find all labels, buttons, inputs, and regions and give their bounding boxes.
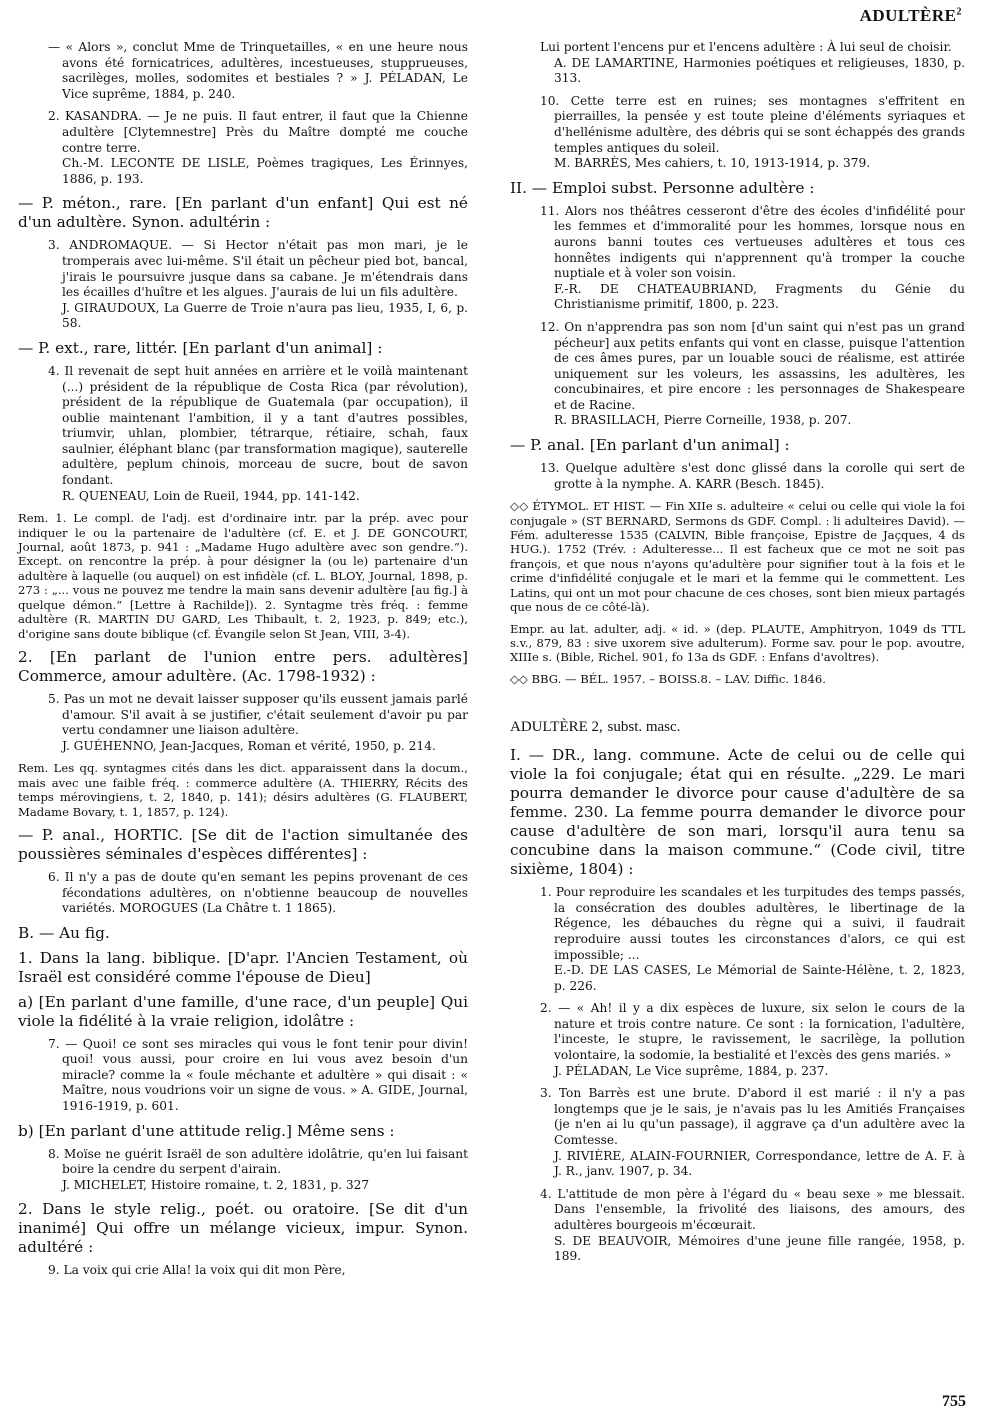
entry-headword: ADULTÈRE 2, xyxy=(510,719,603,736)
block-text: 1. Pour reproduire les scandales et les turpitudes des temps passés, la consécration des doubles adultères, le libertinage de la Régence, les débauches du règne qui a suivi, il faudrait reproduire aussi toutes les circonstances d'alors, ce qui est impossible; ... xyxy=(540,885,965,962)
header-word: ADULTÈRE xyxy=(859,6,957,25)
example-quote xyxy=(510,40,965,87)
block-text: b) [En parlant d'une attitude relig.] Même sens : xyxy=(18,1121,395,1140)
remark-paragraph xyxy=(510,622,965,665)
block-text: Lui portent l'encens pur et l'encens adultère : À lui seul de choisir. xyxy=(540,40,952,54)
left-column xyxy=(18,40,468,1286)
example-quote xyxy=(510,320,965,429)
citation-source: R. QUENEAU, Loin de Rueil, 1944, pp. 141-142. xyxy=(62,488,360,503)
example-quote xyxy=(510,1001,965,1079)
block-text: B. — Au fig. xyxy=(18,923,110,942)
example-quote xyxy=(18,238,468,332)
block-text: 12. On n'apprendra pas son nom [d'un saint qui n'est pas un grand pécheur] aux petits enfants qui vont en classe, puisque l'attention de ces âmes pures, par un louable souci de réalisme, est attirée uniquement sur les voleurs, les assassins, les adultères, les concubinaires, et pire encore : les personnages de Shakespeare et de Racine. xyxy=(540,319,965,412)
citation-source: J. MICHELET, Histoire romaine, t. 2, 1831, p. 327 xyxy=(62,1177,370,1192)
definition-heading xyxy=(18,949,468,987)
block-text: 4. Il revenait de sept huit années en arrière et le voilà maintenant (...) président de la république de Costa Rica (par révolution), président de la république de Guatemala (par occupation), il oublie maintenant l'ambition, il y a tant d'autres possibles, triumvir, uhlan, plombier, tétrarque, rétiaire, schah, faux saulnier, éléphant blanc (par transformation magique), sauterelle adultère, peplum chinois, morceau de sucre, bout de savon fondant. xyxy=(48,363,468,488)
header-number: 2 xyxy=(956,6,962,18)
block-text: — P. méton., rare. [En parlant d'un enfant] Qui est né d'un adultère. Synon. adultérin : xyxy=(18,194,468,232)
block-text: 6. Il n'y a pas de doute qu'en semant les pepins provenant de ces fécondations adultères, on n'obtienne beaucoup de nouvelles variétés. MOROGUES (La Châtre t. 1 1865). xyxy=(48,869,468,916)
definition-heading xyxy=(510,436,965,455)
block-text: 2. KASANDRA. — Je ne puis. Il faut entrer, il faut que la Chienne adultère [Clytemnestre] Près du Maître dompté me couche contre terre. xyxy=(48,109,468,155)
citation-source: F.-R. DE CHATEAUBRIAND, Fragments du Génie du Christianisme primitif, 1800, p. 223. xyxy=(554,281,965,312)
example-quote xyxy=(510,1187,965,1265)
citation-source: J. GIRAUDOUX, La Guerre de Troie n'aura pas lieu, 1935, I, 6, p. 58. xyxy=(62,300,468,331)
example-quote xyxy=(18,40,468,102)
definition-heading xyxy=(18,826,468,864)
definition-heading xyxy=(18,194,468,232)
definition-heading xyxy=(18,924,468,943)
definition-heading xyxy=(18,993,468,1031)
block-text: Empr. au lat. adulter, adj. « id. » (dep. PLAUTE, Amphitryon, 1049 ds TTL s.v., 879, 83 : sive uxorem sive adulterum). Forme sav. pour le pop. avoutre, XIIIe s. (Bible, Richel. 901, fo 13a ds GDF. : Enfans d'avoltres). xyxy=(510,621,965,665)
block-text: 2. Dans le style relig., poét. ou oratoire. [Se dit d'un inanimé] Qui offre un mélange vicieux, impur. Synon. adultéré : xyxy=(18,1200,468,1257)
block-text: — « Alors », conclut Mme de Trinquetailles, « en une heure nous avons été fornicatrices, adultères, incestueuses, stupprueuses, sacrilèges, molles, sodomites et bestiales ? » J. PÉLADAN, Le Vice suprême, 1884, p. 240. xyxy=(48,40,468,101)
remark-paragraph xyxy=(510,499,965,614)
definition-heading xyxy=(18,648,468,686)
definition-heading xyxy=(18,1122,468,1141)
grammatical-category: subst. masc. xyxy=(607,719,681,736)
citation-source: E.-D. DE LAS CASES, Le Mémorial de Sainte-Hélène, t. 2, 1823, p. 226. xyxy=(554,963,965,993)
block-text: 3. Ton Barrès est une brute. D'abord il est marié : il n'y a pas longtemps que je le sais, je n'avais pas lu les Amitiés Françaises (je n'en ai lu qu'un passage), il aggrave ça d'un adultère avec la Comtesse. xyxy=(540,1086,965,1148)
block-text: II. — Emploi subst. Personne adultère : xyxy=(510,178,815,197)
definition-heading xyxy=(510,746,965,879)
citation-source: J. GUÉHENNO, Jean-Jacques, Roman et vérité, 1950, p. 214. xyxy=(62,738,436,753)
citation-source: Ch.-M. LECONTE DE LISLE, Poèmes tragiques, Les Érinnyes, 1886, p. 193. xyxy=(62,156,468,186)
block-text: 11. Alors nos théâtres cesseront d'être des écoles d'infidélité pour les femmes et d'immoralité pour les hommes, lorsque nous en aurons banni toutes ces vertueuses adultères et tous ces honnêtes indigents qui n'apprennent qu'à tromper la couche nuptiale et à voler son voisin. xyxy=(540,203,965,281)
example-quote xyxy=(18,109,468,187)
block-text: 4. L'attitude de mon père à l'égard du « beau sexe » me blessait. Dans l'ensemble, la frivolité des liaisons, des amours, des adultères bourgeois m'écœurait. xyxy=(540,1186,965,1232)
definition-heading xyxy=(510,179,965,198)
right-column xyxy=(510,40,965,1272)
block-text: 9. La voix qui crie Alla! la voix qui dit mon Père, xyxy=(48,1263,346,1278)
example-quote xyxy=(510,94,965,172)
block-text: 5. Pas un mot ne devait laisser supposer qu'ils eussent jamais parlé d'amour. S'il avait à se justifier, c'était seulement d'avoir pu par vertu condamner une liaison adultère. xyxy=(48,691,468,738)
block-text: ◇◇ ÉTYMOL. ET HIST. — Fin XIIe s. adulteire « celui ou celle qui viole la foi conjugale » (ST BERNARD, Sermons ds GDF. Compl. : li adulteires David). — Fém. adulteresse 1535 (CALVIN, Bible françoise, Epistre de Jaçques, 4 ds HUG.). 1752 (Trév. : Adulteresse... Il est facheux que ce mot ne soit pas françois, et que nous n'ayons qu'adultère pour signifier tout à la fois et le crime d'infidélité conjugale et le mari et la femme qui le commettent. Les Latins, qui ont un mot pour chacune de ces choses, sont bien mieux partagés que nous de ce côté-là). xyxy=(510,499,965,615)
citation-source: M. BARRÈS, Mes cahiers, t. 10, 1913-1914, p. 379. xyxy=(554,156,871,171)
citation-source: J. PÉLADAN, Le Vice suprême, 1884, p. 237. xyxy=(554,1063,829,1078)
remark-paragraph xyxy=(18,511,468,641)
block-text: — P. anal. [En parlant d'un animal] : xyxy=(510,436,790,455)
block-text: 2. — « Ah! il y a dix espèces de luxure, six selon le cours de la nature et trois contre nature. Ce sont : la fornication, l'adultère, l'inceste, le stupre, le ravissement, le sacrilège, la pollution volontaire, la sodomie, la bestialité et l'excès des gens mariés. » xyxy=(540,1001,965,1063)
example-quote xyxy=(18,1037,468,1115)
citation-source: S. DE BEAUVOIR, Mémoires d'une jeune fille rangée, 1958, p. 189. xyxy=(554,1233,965,1264)
citation-source: J. RIVIÈRE, ALAIN-FOURNIER, Correspondance, lettre de A. F. à J. R., janv. 1907, p. 34. xyxy=(554,1148,965,1179)
example-quote xyxy=(510,461,965,492)
page-number: 755 xyxy=(942,1393,966,1410)
entry-title xyxy=(510,716,965,736)
block-text: ◇◇ BBG. — BÉL. 1957. – BOISS.8. – LAV. Diffic. 1846. xyxy=(510,671,826,686)
block-text: 13. Quelque adultère s'est donc glissé dans la corolle qui sert de grotte à la nymphe. A. KARR (Besch. 1845). xyxy=(540,461,965,491)
remark-paragraph xyxy=(510,672,965,686)
example-quote xyxy=(18,364,468,504)
block-text: — P. ext., rare, littér. [En parlant d'un animal] : xyxy=(18,338,383,357)
citation-source: A. DE LAMARTINE, Harmonies poétiques et religieuses, 1830, p. 313. xyxy=(554,55,965,86)
example-quote xyxy=(18,870,468,917)
running-header xyxy=(860,6,962,26)
definition-heading xyxy=(18,339,468,358)
block-text: Rem. Les qq. syntagmes cités dans les dict. apparaissent dans la docum., mais avec une faible fréq. : commerce adultère (A. THIERRY, Récits des temps mérovingiens, t. 2, 1840, p. 141); désirs adultères (G. FLAUBERT, Madame Bovary, t. 1, 1857, p. 124). xyxy=(18,761,468,819)
block-text: a) [En parlant d'une famille, d'une race, d'un peuple] Qui viole la fidélité à la vraie religion, idolâtre : xyxy=(18,992,468,1030)
citation-source: R. BRASILLACH, Pierre Corneille, 1938, p. 207. xyxy=(554,413,852,428)
remark-paragraph xyxy=(18,761,468,819)
block-text: I. — DR., lang. commune. Acte de celui ou de celle qui viole la foi conjugale; état qui en résulte. „229. Le mari pourra demander le divorce pour cause d'adultère de sa femme. 230. La femme pourra demander le divorce pour cause d'adultère de son mari, lorsqu'il aura tenu sa concubine dans la maison commune.“ (Code civil, titre sixième, 1804) : xyxy=(510,746,965,879)
block-text: 7. — Quoi! ce sont ses miracles qui vous le font tenir pour divin! quoi! vous aussi, pour croire en lui vous avez besoin d'un miracle? comme la « foule méchante et adultère » qui disait : « Maître, nous voudrions voir un signe de vous. » A. GIDE, Journal, 1916-1919, p. 601. xyxy=(48,1036,468,1114)
example-quote xyxy=(510,204,965,313)
block-text: 10. Cette terre est en ruines; ses montagnes s'effritent en pierrailles, la pensée y est toute pleine d'éléments syriaques et d'hellénisme adultère, des débris qui se sont échappés des grands temples antiques du soleil. xyxy=(540,93,965,155)
example-quote xyxy=(18,1263,468,1279)
block-text: 1. Dans la lang. biblique. [D'apr. l'Ancien Testament, où Israël est considéré comme l'épouse de Dieu] xyxy=(18,948,468,986)
example-quote xyxy=(18,692,468,754)
block-text: 8. Moïse ne guérit Israël de son adultère idolâtrie, qu'en lui faisant boire la cendre du serpent d'airain. xyxy=(48,1146,468,1177)
definition-heading xyxy=(18,1200,468,1257)
block-text: — P. anal., HORTIC. [Se dit de l'action simultanée des poussières séminales d'espèces différentes] : xyxy=(18,825,468,863)
block-text: 3. ANDROMAQUE. — Si Hector n'était pas mon mari, je le tromperais avec lui-même. S'il était un pêcheur pied bot, bancal, j'irais le poursuivre jusque dans sa cabane. Je m'étendrais dans les écailles d'huître et les algues. J'aurais de lui un fils adultère. xyxy=(48,238,468,300)
block-text: 2. [En parlant de l'union entre pers. adultères] Commerce, amour adultère. (Ac. 1798-1932) : xyxy=(18,647,468,685)
example-quote xyxy=(18,1147,468,1194)
example-quote xyxy=(510,885,965,994)
block-text: Rem. 1. Le compl. de l'adj. est d'ordinaire intr. par la prép. avec pour indiquer le ou la partenaire de l'adultère (cf. E. et J. DE GONCOURT, Journal, août 1873, p. 941 : „Madame Hugo adultère avec son gendre.“). Except. on rencontre la prép. à pour désigner la (ou le) partenaire d'un adultère à laquelle (ou auquel) on est infidèle (cf. L. BLOY, Journal, 1898, p. 273 : „... vous ne pouvez me tendre la main sans devenir adultère [au fig.] à quelque démon.“ [Lettre à Rachilde]). 2. Syntagme très fréq. : femme adultère (R. MARTIN DU GARD, Les Thibault, t. 2, 1923, p. 849; etc.), d'origine sans doute biblique (cf. Évangile selon St Jean, VIII, 3-4). xyxy=(18,511,468,641)
example-quote xyxy=(510,1086,965,1180)
